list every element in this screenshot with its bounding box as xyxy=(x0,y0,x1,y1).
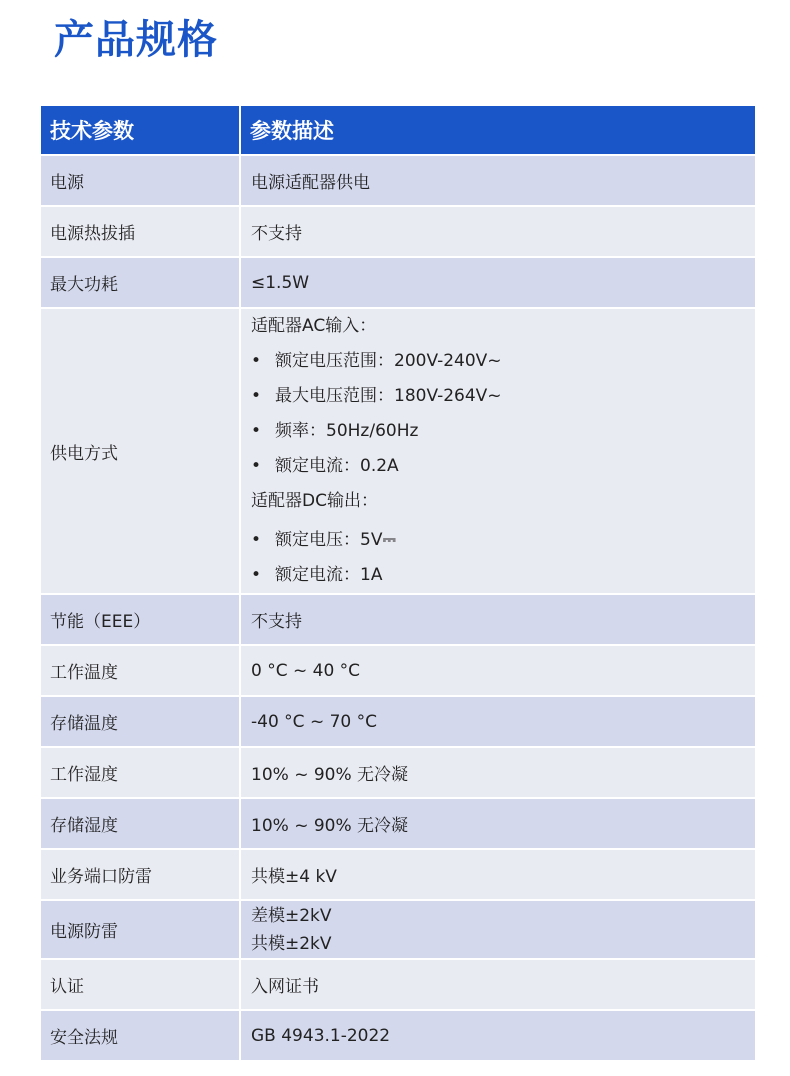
row-param: 电源热拔插 xyxy=(41,207,241,258)
list-item: • 额定电流：1A xyxy=(251,558,755,593)
table-header-row xyxy=(41,106,755,156)
table-row xyxy=(41,697,755,748)
row-desc: -40 °C ~ 70 °C xyxy=(241,697,755,748)
table-row xyxy=(41,960,755,1011)
table-row xyxy=(41,1011,755,1062)
row-param: 业务端口防雷 xyxy=(41,850,241,901)
row-desc: 0 °C ~ 40 °C xyxy=(241,646,755,697)
table-row xyxy=(41,799,755,850)
table-row xyxy=(41,748,755,799)
dc-output-heading: 适配器DC输出： xyxy=(251,491,378,511)
row-desc: 入网证书 xyxy=(241,960,755,1011)
bullet-icon: • xyxy=(251,565,262,585)
row-param: 电源防雷 xyxy=(41,901,241,960)
bullet-icon: • xyxy=(251,421,262,441)
row-desc: ≤1.5W xyxy=(241,258,755,309)
ac-input-heading: 适配器AC输入： xyxy=(251,316,377,336)
list-item: • 额定电流：0.2A xyxy=(251,449,755,484)
row-desc: 10% ~ 90% 无冷凝 xyxy=(241,748,755,799)
row-desc: 共模±4 kV xyxy=(241,850,755,901)
row-param: 认证 xyxy=(41,960,241,1011)
row-param: 存储湿度 xyxy=(41,799,241,850)
bullet-icon: • xyxy=(251,456,262,476)
table-row xyxy=(41,850,755,901)
row-param: 工作湿度 xyxy=(41,748,241,799)
list-item: • 额定电压范围：200V-240V~ xyxy=(251,344,755,379)
table-row xyxy=(41,156,755,207)
list-item: • 最大电压范围：180V-264V~ xyxy=(251,379,755,414)
list-item: • 额定电压：5V⎓ xyxy=(251,523,755,558)
row-desc-list xyxy=(241,901,755,960)
row-param: 电源 xyxy=(41,156,241,207)
table-row xyxy=(41,646,755,697)
table-row xyxy=(41,207,755,258)
row-desc: 电源适配器供电 xyxy=(241,156,755,207)
bullet-icon: • xyxy=(251,386,262,406)
bullet-icon: • xyxy=(251,530,262,550)
header-description: 参数描述 xyxy=(241,106,755,156)
row-desc: 不支持 xyxy=(241,595,755,646)
row-desc: 10% ~ 90% 无冷凝 xyxy=(241,799,755,850)
row-param: 工作温度 xyxy=(41,646,241,697)
row-desc-list xyxy=(241,309,755,595)
row-param: 供电方式 xyxy=(41,309,241,595)
table-row-power-supply xyxy=(41,309,755,595)
row-desc-line: 共模±2kV xyxy=(251,933,332,954)
table-row xyxy=(41,901,755,960)
page-title: 产品规格 xyxy=(54,17,218,63)
row-param: 最大功耗 xyxy=(41,258,241,309)
header-parameter: 技术参数 xyxy=(41,106,241,156)
spec-table xyxy=(41,106,755,1062)
row-param: 存储温度 xyxy=(41,697,241,748)
list-item: • 频率：50Hz/60Hz xyxy=(251,414,755,449)
row-param: 安全法规 xyxy=(41,1011,241,1062)
row-desc-line: 差模±2kV xyxy=(251,905,332,926)
row-desc: GB 4943.1-2022 xyxy=(241,1011,755,1062)
row-param: 节能（EEE） xyxy=(41,595,241,646)
table-row xyxy=(41,258,755,309)
table-row xyxy=(41,595,755,646)
row-desc: 不支持 xyxy=(241,207,755,258)
bullet-icon: • xyxy=(251,351,262,371)
